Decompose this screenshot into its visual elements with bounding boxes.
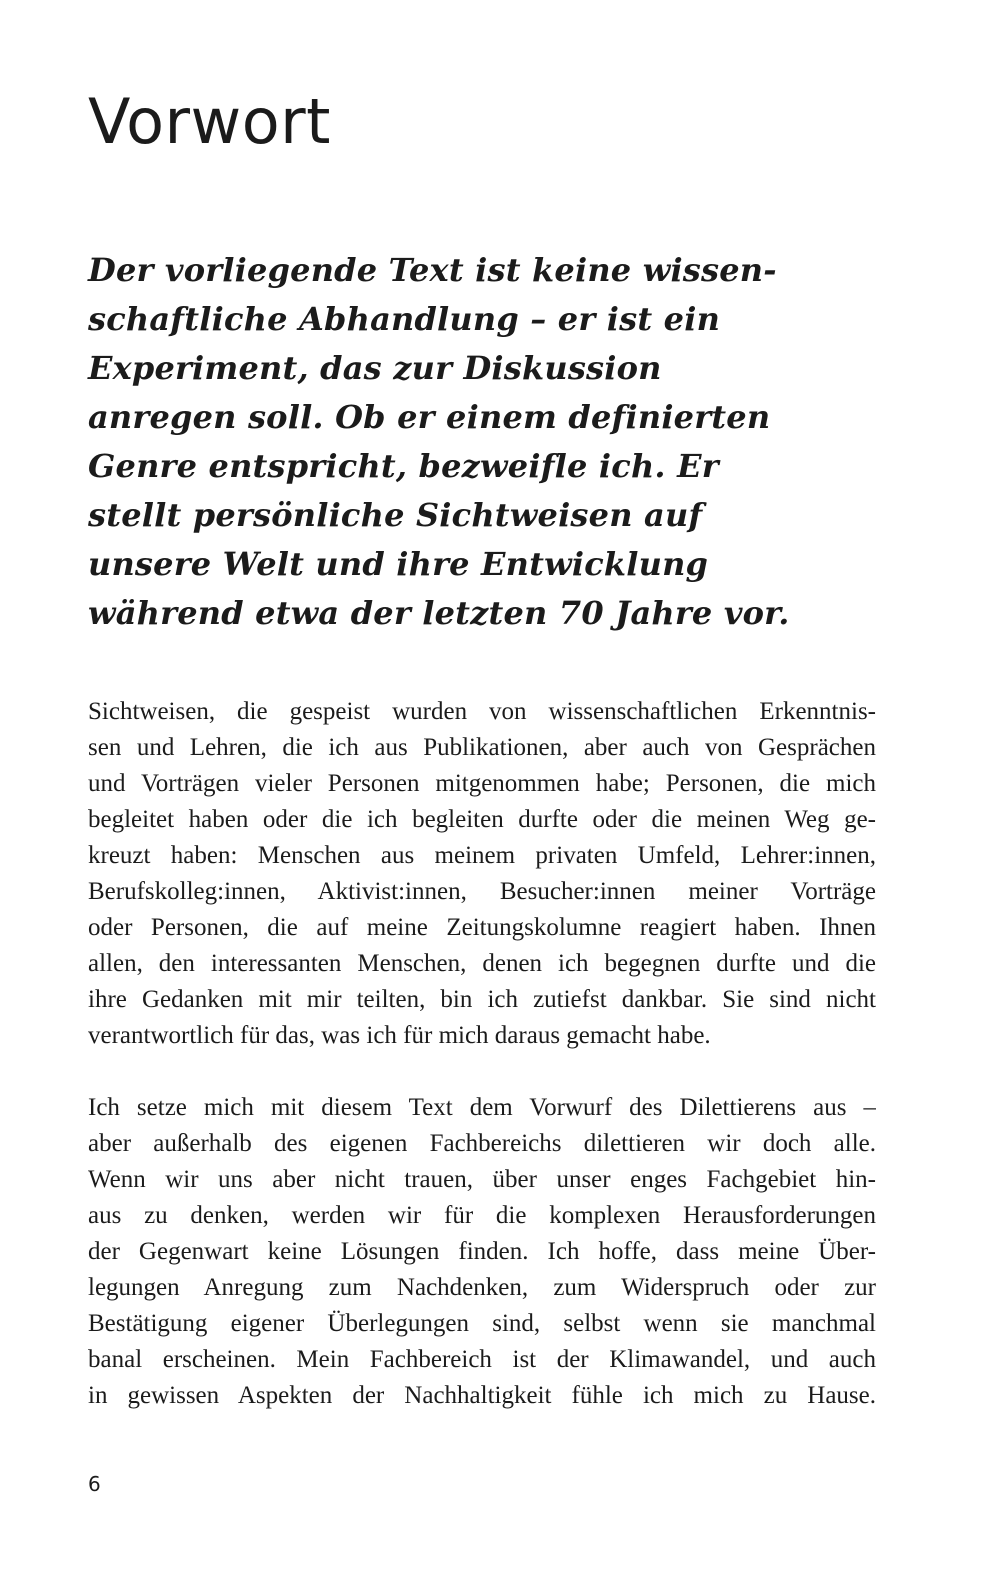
body-line: banal erscheinen. Mein Fachbereich ist der Klimawandel, und auch: [88, 1346, 876, 1373]
body-line: ihre Gedanken mit mir teilten, bin ich zutiefst dankbar. Sie sind nicht: [88, 986, 876, 1013]
lead-line: schaftliche Abhandlung – er ist ein: [88, 300, 721, 338]
body-line: Ich setze mich mit diesem Text dem Vorwurf des Dilettierens aus –: [88, 1094, 876, 1121]
body-paragraph-2: [88, 1090, 876, 1414]
body-line: oder Personen, die auf meine Zeitungskolumne reagiert haben. Ihnen: [88, 914, 876, 941]
body-line: Sichtweisen, die gespeist wurden von wissenschaftlichen Erkenntnis-: [88, 698, 876, 725]
lead-paragraph: [88, 246, 790, 638]
lead-line: Experiment, das zur Diskussion: [88, 349, 662, 387]
lead-line: anregen soll. Ob er einem definierten: [88, 398, 771, 436]
body-line: verantwortlich für das, was ich für mich daraus gemacht habe.: [88, 1022, 711, 1049]
body-line: legungen Anregung zum Nachdenken, zum Widerspruch oder zur: [88, 1274, 876, 1301]
body-line: kreuzt haben: Menschen aus meinem privaten Umfeld, Lehrer:innen,: [88, 842, 876, 869]
body-line: begleitet haben oder die ich begleiten durfte oder die meinen Weg ge-: [88, 806, 876, 833]
body-line: aus zu denken, werden wir für die komplexen Herausforderungen: [88, 1202, 876, 1229]
body-line: Wenn wir uns aber nicht trauen, über unser enges Fachgebiet hin-: [88, 1166, 876, 1193]
body-line: in gewissen Aspekten der Nachhaltigkeit fühle ich mich zu Hause.: [88, 1382, 876, 1409]
body-line: Bestätigung eigener Überlegungen sind, selbst wenn sie manchmal: [88, 1310, 876, 1337]
lead-line: Der vorliegende Text ist keine wissen-: [88, 251, 777, 289]
body-paragraph-1: [88, 694, 876, 1054]
body-line: aber außerhalb des eigenen Fachbereichs dilettieren wir doch alle.: [88, 1130, 876, 1157]
body-line: und Vorträgen vieler Personen mitgenommen habe; Personen, die mich: [88, 770, 876, 797]
body-line: Berufskolleg:innen, Aktivist:innen, Besucher:innen meiner Vorträge: [88, 878, 876, 905]
body-line: sen und Lehren, die ich aus Publikationen, aber auch von Gesprächen: [88, 734, 876, 761]
body-line: der Gegenwart keine Lösungen finden. Ich hoffe, dass meine Über-: [88, 1238, 876, 1265]
page-title: Vorwort: [88, 85, 331, 158]
page-number: 6: [88, 1472, 101, 1496]
lead-line: unsere Welt und ihre Entwicklung: [88, 545, 709, 583]
lead-line: während etwa der letzten 70 Jahre vor.: [88, 594, 790, 632]
lead-line: Genre entspricht, bezweifle ich. Er: [88, 447, 719, 485]
lead-line: stellt persönliche Sichtweisen auf: [88, 496, 703, 534]
body-line: allen, den interessanten Menschen, denen ich begegnen durfte und die: [88, 950, 876, 977]
